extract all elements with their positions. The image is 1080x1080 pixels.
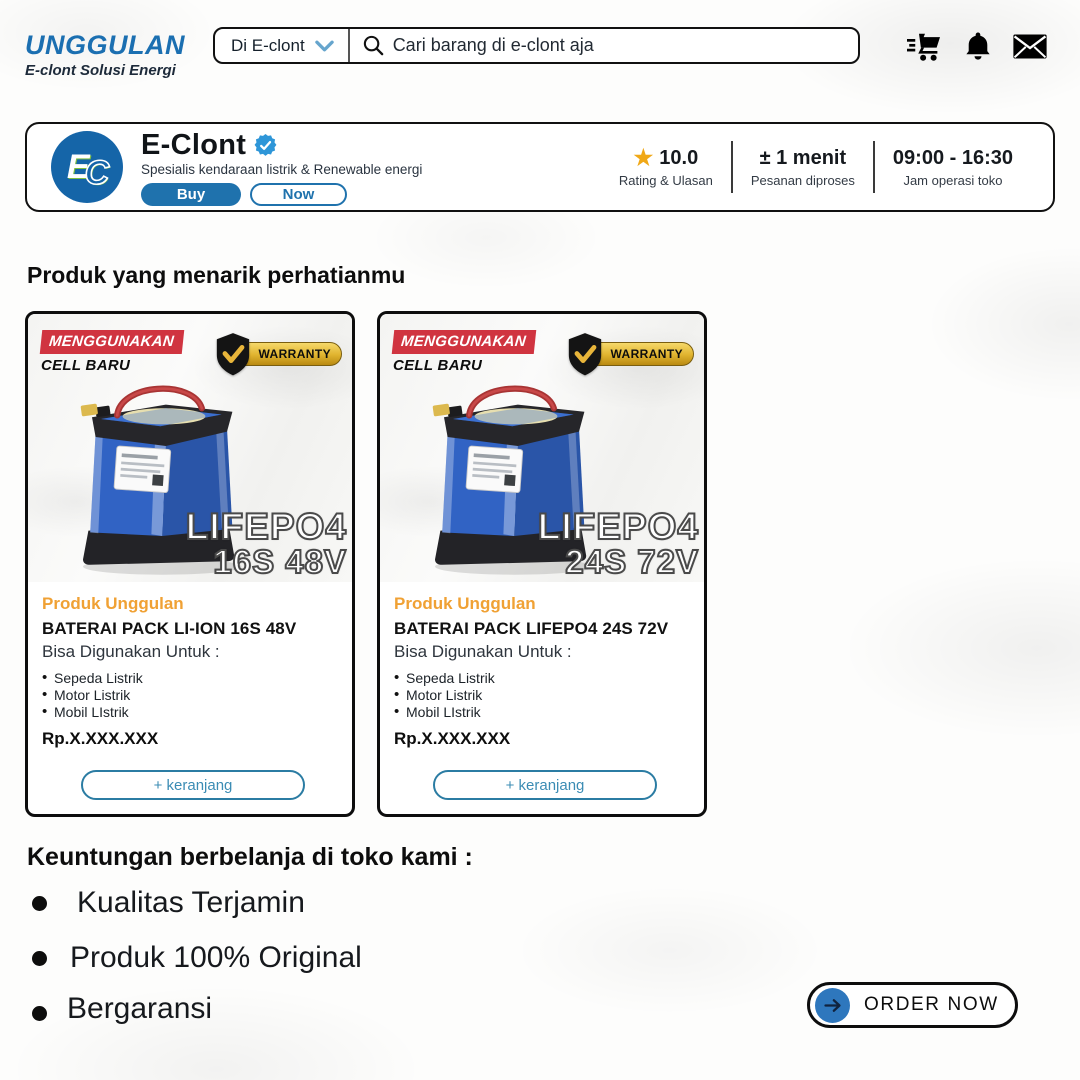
- new-cell-badge: [393, 330, 535, 374]
- store-info: [141, 129, 422, 206]
- product-details: [28, 586, 352, 749]
- store-avatar: [51, 131, 123, 203]
- brand-logo: [25, 30, 185, 79]
- verified-badge-icon: [254, 134, 277, 157]
- products-section-title: Produk yang menarik perhatianmu: [27, 262, 406, 288]
- search-icon: [350, 34, 393, 57]
- stat-rating-label: Rating & Ulasan: [618, 172, 713, 188]
- product-highlight: Produk Unggulan: [42, 594, 184, 613]
- add-to-cart-button[interactable]: + keranjang: [81, 770, 305, 800]
- header-actions: [907, 31, 1047, 62]
- overlay-model: LIFEPO4: [185, 506, 347, 548]
- buy-button[interactable]: Buy: [141, 183, 241, 206]
- search-bar: [213, 27, 860, 64]
- stat-rating: [601, 147, 731, 188]
- usage-item: • Sepeda Listrik: [42, 670, 338, 687]
- badge-menggunakan: MENGGUNAKAN: [392, 330, 536, 354]
- warranty-badge: [566, 332, 694, 376]
- product-usage-list: [394, 670, 690, 722]
- store-tagline: Spesialis kendaraan listrik & Renewable energi: [141, 161, 423, 177]
- benefit-item: [32, 886, 305, 920]
- store-avatar-letter-e: E: [66, 147, 88, 186]
- shield-check-icon: [566, 332, 604, 376]
- store-avatar-letter-c: C: [84, 153, 108, 192]
- product-overlay-text: [185, 506, 347, 580]
- stat-hours-value: 09:00 - 16:30: [892, 146, 1013, 169]
- overlay-model: LIFEPO4: [537, 506, 699, 548]
- overlay-spec: 24S 72V: [565, 542, 699, 580]
- shield-check-icon: [214, 332, 252, 376]
- benefit-text: Bergaransi: [67, 992, 213, 1025]
- stat-processing-value: ± 1 menit: [759, 146, 847, 169]
- product-image-area: [380, 314, 704, 582]
- bullet-dot: [32, 951, 47, 966]
- product-image-area: [28, 314, 352, 582]
- search-scope-dropdown[interactable]: [215, 36, 348, 56]
- store-stats: [601, 141, 1031, 193]
- product-usage-title: Bisa Digunakan Untuk :: [394, 642, 572, 661]
- order-now-button[interactable]: [807, 982, 1018, 1028]
- arrow-right-icon: [815, 988, 850, 1023]
- product-highlight: Produk Unggulan: [394, 594, 536, 613]
- bell-icon[interactable]: [964, 31, 992, 62]
- store-name: E-Clont: [141, 128, 247, 161]
- stat-hours-label: Jam operasi toko: [903, 172, 1003, 188]
- cart-icon[interactable]: [907, 31, 943, 62]
- bullet-dot: [32, 1006, 47, 1021]
- product-card-liion-16s-48v[interactable]: [25, 311, 355, 817]
- usage-item: • Mobil LIstrik: [394, 704, 690, 721]
- mail-icon[interactable]: [1013, 34, 1047, 59]
- product-name: BATERAI PACK LIFEPO4 24S 72V: [394, 619, 669, 638]
- benefit-text: Kualitas Terjamin: [77, 886, 305, 919]
- benefit-item: [32, 941, 362, 975]
- chevron-down-icon: [315, 40, 334, 52]
- stat-processing: [733, 147, 873, 188]
- bullet-dot: [32, 896, 47, 911]
- usage-item: • Mobil LIstrik: [42, 704, 338, 721]
- new-cell-badge: [41, 330, 183, 374]
- star-icon: ★: [633, 145, 654, 170]
- overlay-spec: 16S 48V: [213, 542, 347, 580]
- usage-item: • Motor Listrik: [42, 687, 338, 704]
- benefit-item: [32, 992, 212, 1026]
- product-usage-title: Bisa Digunakan Untuk :: [42, 642, 220, 661]
- badge-cell-baru: CELL BARU: [41, 357, 131, 374]
- brand-title: UNGGULAN: [25, 30, 185, 60]
- product-name: BATERAI PACK LI-ION 16S 48V: [42, 619, 297, 638]
- store-card: [25, 122, 1055, 212]
- product-usage-list: [42, 670, 338, 722]
- stat-processing-label: Pesanan diproses: [750, 172, 855, 188]
- stat-rating-value: 10.0: [659, 146, 699, 169]
- benefits-title: Keuntungan berbelanja di toko kami :: [27, 843, 473, 871]
- product-details: [380, 586, 704, 749]
- search-input[interactable]: [393, 29, 858, 62]
- product-overlay-text: [537, 506, 699, 580]
- order-now-label: ORDER NOW: [864, 994, 999, 1015]
- brand-subtitle: E-clont Solusi Energi: [25, 62, 176, 79]
- warranty-label: WARRANTY: [233, 342, 342, 366]
- badge-menggunakan: MENGGUNAKAN: [40, 330, 184, 354]
- warranty-label: WARRANTY: [585, 342, 694, 366]
- usage-item: • Motor Listrik: [394, 687, 690, 704]
- stat-hours: [875, 147, 1031, 188]
- benefit-text: Produk 100% Original: [70, 941, 362, 974]
- badge-cell-baru: CELL BARU: [393, 357, 483, 374]
- now-button[interactable]: Now: [250, 183, 347, 206]
- search-scope-label: Di E-clont: [231, 35, 305, 55]
- product-price: Rp.X.XXX.XXX: [394, 728, 511, 748]
- product-card-lifepo4-24s-72v[interactable]: [377, 311, 707, 817]
- warranty-badge: [214, 332, 342, 376]
- usage-item: • Sepeda Listrik: [394, 670, 690, 687]
- product-price: Rp.X.XXX.XXX: [42, 728, 159, 748]
- add-to-cart-button[interactable]: + keranjang: [433, 770, 657, 800]
